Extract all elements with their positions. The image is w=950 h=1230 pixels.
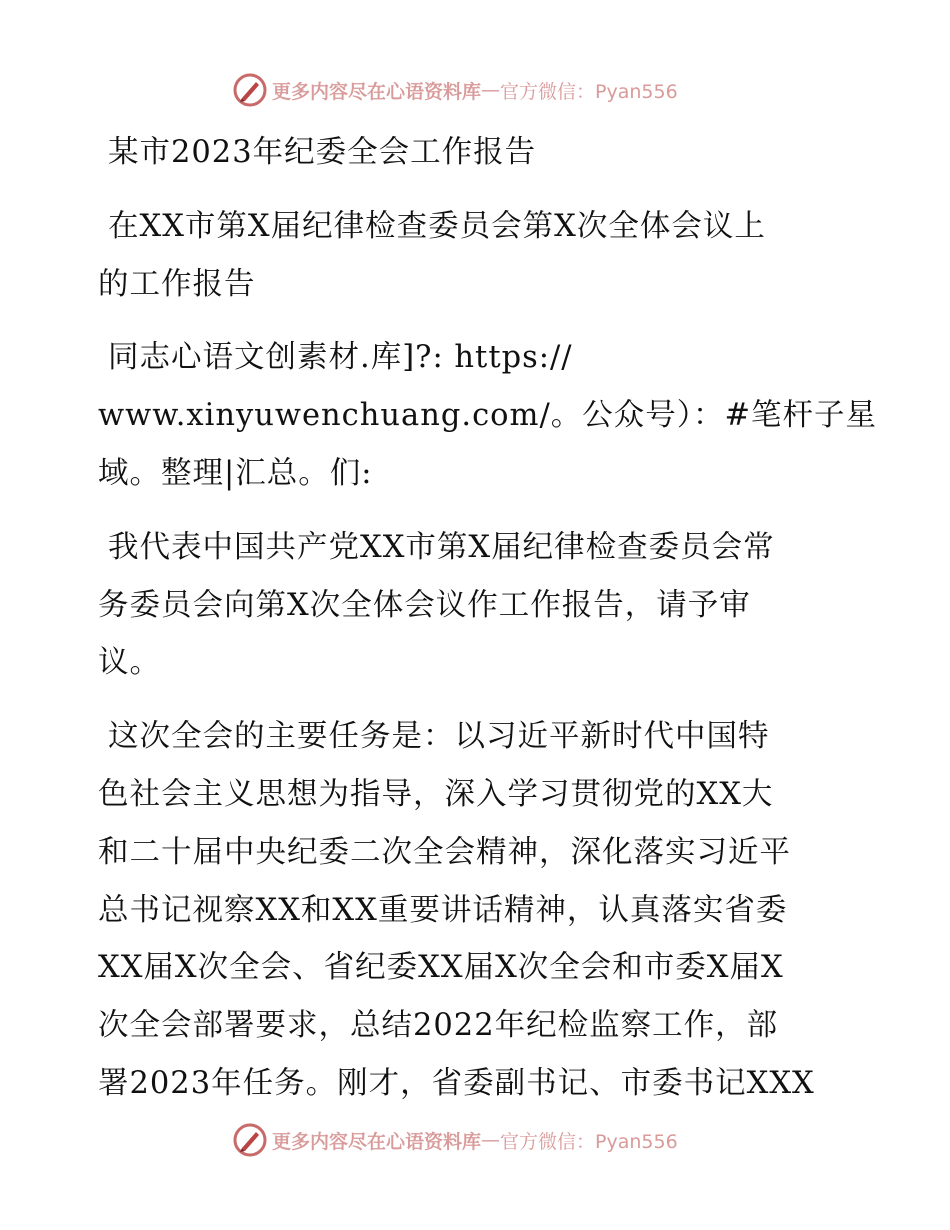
watermark-contact: 官方微信：Pyan556: [500, 1130, 678, 1153]
text-line: 某市2023年纪委全会工作报告: [108, 135, 537, 170]
text-line: 和二十届中央纪委二次全会精神，深化落实习近平: [98, 834, 791, 870]
document-title: [98, 124, 858, 182]
watermark-separator: —: [481, 79, 501, 101]
footer-watermark: [232, 1120, 732, 1160]
header-watermark: [232, 70, 732, 110]
text-line: 这次全会的主要任务是：以习近平新时代中国特: [108, 719, 770, 755]
text-line: 在XX市第X届纪律检查委员会第X次全体会议上: [108, 208, 766, 244]
watermark-site-text: 更多内容尽在心语资料库: [272, 80, 482, 103]
watermark-separator: —: [481, 1129, 501, 1151]
salutation-paragraph: [98, 329, 878, 502]
text-line: 色社会主义思想为指导，深入学习贯彻党的XX大: [98, 776, 774, 812]
document-subtitle: [98, 198, 858, 314]
intro-paragraph: [98, 519, 858, 692]
watermark-site-text: 更多内容尽在心语资料库: [272, 1130, 482, 1153]
text-line: 总书记视察XX和XX重要讲话精神，认真落实省委: [98, 892, 788, 928]
text-line: 我代表中国共产党XX市第X届纪律检查委员会常: [108, 529, 775, 565]
text-line: XX届X次全会、省纪委XX届X次全会和市委X届X: [98, 950, 784, 986]
text-line: 域。整理|汇总。们:: [98, 455, 373, 491]
text-line: 同志心语文创素材.库]?: https://: [108, 340, 573, 376]
text-line: 务委员会向第X次全体会议作工作报告，请予审: [98, 587, 751, 623]
pen-logo-icon: [232, 1122, 268, 1158]
text-line: www.xinyuwenchuang.com/。公众号）：#笔杆子星: [98, 398, 878, 434]
pen-logo-icon: [232, 72, 268, 108]
watermark-contact: 官方微信：Pyan556: [500, 80, 678, 103]
text-line: 署2023年任务。刚才，省委副书记、市委书记XXX: [98, 1065, 815, 1101]
task-paragraph: [98, 708, 858, 1113]
text-line: 议。: [98, 645, 161, 681]
document-body: [98, 124, 878, 1129]
text-line: 次全会部署要求，总结2022年纪检监察工作，部: [98, 1008, 779, 1044]
text-line: 的工作报告: [98, 266, 256, 302]
